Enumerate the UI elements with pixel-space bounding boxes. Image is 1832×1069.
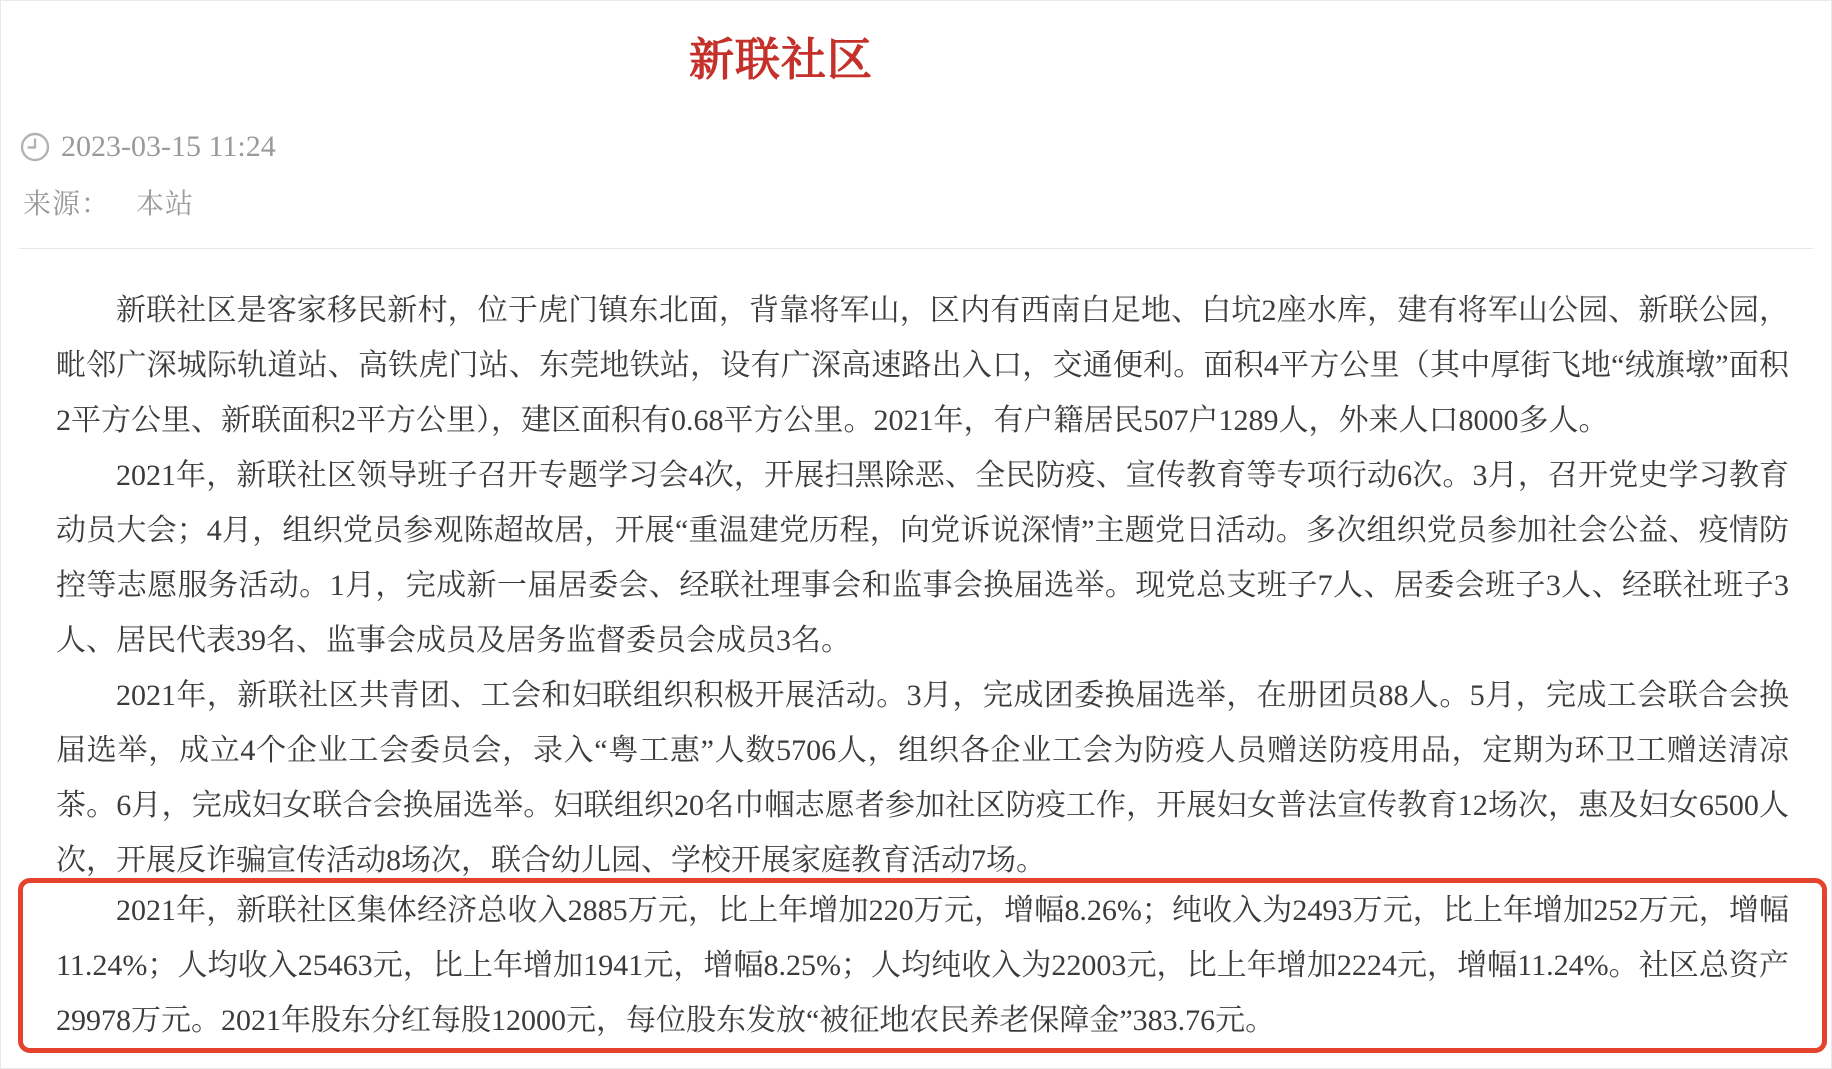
page-header [1, 1, 1831, 88]
article-paragraph-overview: 新联社区是客家移民新村，位于虎门镇东北面，背靠将军山，区内有西南白足地、白坑2座水库，建有将军山公园、新联公园，毗邻广深城际轨道站、高铁虎门站、东莞地铁站，设有广深高速路出入口，交通便利。面积4平方公里（其中厚街飞地“绒旗墩”面积2平方公里、新联面积2平方公里），建区面积有0.68平方公里。2021年，有户籍居民507户1289人，外来人口8000多人。 [56, 294, 1789, 437]
article-meta [19, 130, 1831, 222]
publish-date: 2023-03-15 11:24 [61, 130, 276, 163]
source-value: 本站 [136, 189, 195, 220]
source-row [23, 182, 1831, 222]
article-paragraph-leadership: 2021年，新联社区领导班子召开专题学习会4次，开展扫黑除恶、全民防疫、宣传教育等专项行动6次。3月，召开党史学习教育动员大会；4月，组织党员参观陈超故居，开展“重温建党历程，向党诉说深情”主题党日活动。多次组织党员参加社会公益、疫情防控等志愿服务活动。1月，完成新一届居委会、经联社理事会和监事会换届选举。现党总支班子7人、居委会班子3人、经联社班子3人、居民代表39名、监事会成员及居务监督委员会成员3名。 [56, 459, 1789, 657]
highlight-annotation-box [18, 878, 1827, 1053]
source-label: 来源： [23, 189, 111, 220]
publish-date-row [19, 130, 1831, 164]
clock-icon [19, 131, 51, 163]
page-title: 新联社区 [688, 35, 873, 85]
article-body [1, 249, 1831, 1053]
article-paragraph-economy: 2021年，新联社区集体经济总收入2885万元，比上年增加220万元，增幅8.26%；纯收入为2493万元，比上年增加252万元，增幅11.24%；人均收入25463元，比上年增加1941元，增幅8.25%；人均纯收入为22003元，比上年增加2224元，增幅11.24%。社区总资产29978万元。2021年股东分红每股12000元，每位股东发放“被征地农民养老保障金”383.76元。 [56, 894, 1789, 1037]
article-paragraph-organizations: 2021年，新联社区共青团、工会和妇联组织积极开展活动。3月，完成团委换届选举，在册团员88人。5月，完成工会联合会换届选举，成立4个企业工会委员会，录入“粤工惠”人数5706人，组织各企业工会为防疫人员赠送防疫用品，定期为环卫工赠送清凉茶。6月，完成妇女联合会换届选举。妇联组织20名巾帼志愿者参加社区防疫工作，开展妇女普法宣传教育12场次，惠及妇女6500人次，开展反诈骗宣传活动8场次，联合幼儿园、学校开展家庭教育活动7场。 [56, 679, 1789, 877]
